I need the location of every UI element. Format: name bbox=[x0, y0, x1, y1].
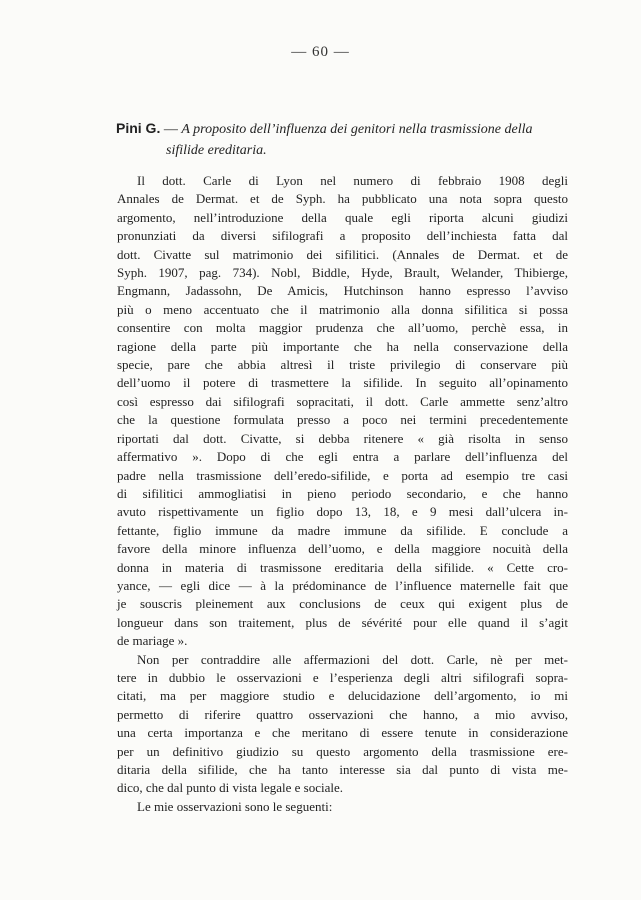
text-line: ditaria della sifilide, che ha tanto interesse sia dal punto di vista me- bbox=[117, 762, 568, 777]
text-line: una certa importanza e che meritano di essere tenute in considerazione bbox=[117, 725, 568, 741]
text-line: dott. Civatte sul matrimonio dei sifilitici. (Annales de Dermat. et de bbox=[117, 246, 568, 262]
text-line: dell’uomo il potere di trasmettere la sifilide. In seguito all’opinamento bbox=[117, 375, 568, 391]
text-line: consentire con molta maggior prudenza che all’uomo, perchè essa, in bbox=[117, 320, 568, 336]
text-line: je souscris pleinement aux conclusions de ceux qui exigent plus de bbox=[117, 596, 568, 612]
text-line: dico, che dal punto di vista legale e sociale. bbox=[117, 780, 343, 796]
text-line: yance, — egli dice — à la prédominance de l’influence maternelle fait que bbox=[117, 577, 568, 593]
text-line: ragione della parte più importante che ha nella conservazione della bbox=[117, 338, 568, 354]
text-line: padre nella trasmissione dell’eredo-sifilide, e porta ad esempio tre casi bbox=[117, 467, 568, 483]
text-line: specie, pare che abbia altresì il triste privilegio di conservare più bbox=[117, 357, 568, 373]
text-line: tere in dubbio le osservazioni e l’esperienza degli altri sifilografi sopra- bbox=[117, 669, 568, 685]
text-line: di sifilitici ammogliatisi in pieno periodo secondario, e che hanno bbox=[117, 485, 568, 501]
text-line: citati, ma per maggiore studio e delucidazione dell’argomento, io mi bbox=[117, 688, 568, 704]
text-line: favore della minore influenza dell’uomo, e della maggiore nocuità della bbox=[117, 541, 568, 557]
title-separator: — bbox=[163, 122, 178, 137]
text-line: Syph. 1907, pag. 734). Nobl, Biddle, Hyde, Brault, Welander, Thibierge, bbox=[117, 265, 568, 281]
work-title-line-2: sifilide ereditaria. bbox=[166, 143, 267, 158]
article-body bbox=[117, 172, 568, 816]
text-line: più o meno accentuato che il matrimonio alla donna sifilitica si possa bbox=[117, 301, 568, 317]
text-line: Non per contraddire alle affermazioni del dott. Carle, nè per met- bbox=[137, 651, 568, 667]
text-line: per un definitivo giudizio su questo argomento della trasmissione ere- bbox=[117, 743, 568, 759]
text-line: de mariage ». bbox=[117, 633, 188, 649]
text-line: riportati dal dott. Civatte, si debba ritenere « già risolta in senso bbox=[117, 430, 568, 446]
text-line: Annales de Dermat. et de Syph. ha pubblicato una nota sopra questo bbox=[117, 191, 568, 207]
paragraph bbox=[117, 651, 568, 798]
text-line: affermativo ». Dopo di che egli entra a parlare dell’influenza del bbox=[117, 449, 568, 465]
text-line: donna in materia di trasmissone ereditaria della sifilide. « Cette cro- bbox=[117, 559, 568, 575]
text-line: avuto rispettivamente un figlio dopo 13, 18, e 9 mesi dall’ulcera in- bbox=[117, 504, 568, 520]
text-line: longueur dans son traitement, plus de sévérité pour elle quand il s’agit bbox=[117, 614, 568, 630]
text-line: permetto di riferire quattro osservazioni che hanno, a mio avviso, bbox=[117, 706, 568, 722]
article-title bbox=[116, 118, 564, 161]
paragraph bbox=[117, 798, 568, 816]
text-line: Engmann, Jadassohn, De Amicis, Hutchinson hanno espresso l’avviso bbox=[117, 283, 568, 299]
paragraph bbox=[117, 172, 568, 651]
author-name: Pini G. bbox=[116, 120, 161, 136]
text-line: argomento, nell’introduzione della quale egli riporta alcuni giudizi bbox=[117, 209, 568, 225]
text-line: pronunziati da diversi sifilografi a proposito dell’inchiesta fatta dal bbox=[117, 228, 568, 244]
text-line: Il dott. Carle di Lyon nel numero di febbraio 1908 degli bbox=[137, 173, 568, 188]
text-line: fettante, figlio immune da madre immune da sifilide. E conclude a bbox=[117, 522, 568, 538]
work-title-line-1: A proposito dell’influenza dei genitori nella trasmissione della bbox=[181, 122, 533, 137]
text-line: così espresso dai sifilografi sopracitati, il dott. Carle ammette senz’altro bbox=[117, 393, 568, 409]
page-number: — 60 — bbox=[291, 44, 350, 60]
text-line: che la questione formulata presso a poco nei termini precedentemente bbox=[117, 412, 568, 428]
text-line: Le mie osservazioni sono le seguenti: bbox=[137, 798, 333, 814]
